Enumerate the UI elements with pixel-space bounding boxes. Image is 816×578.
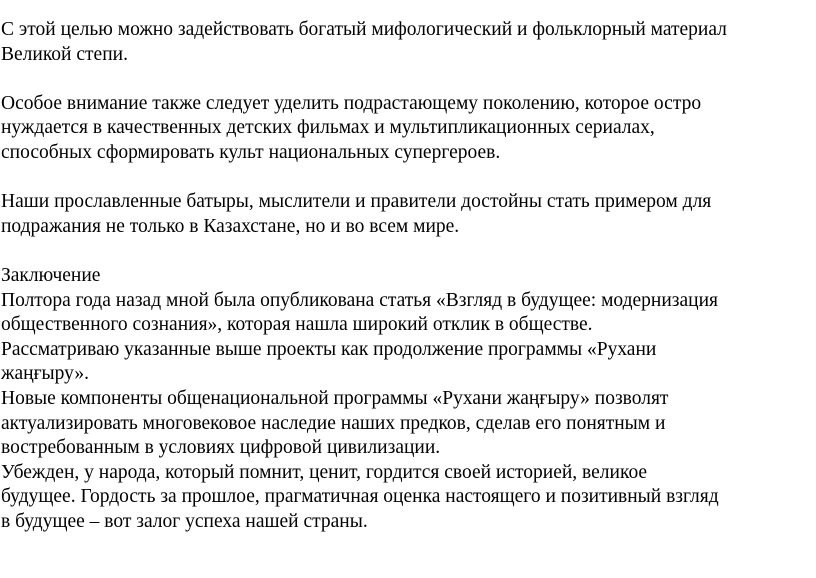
- paragraph-mythology: [1, 18, 816, 67]
- text-line: Полтора года назад мной была опубликована статья «Взгляд в будущее: модернизация: [1, 289, 718, 311]
- text-line: востребованным в условиях цифровой цивилизации.: [1, 437, 441, 459]
- text-line: нуждается в качественных детских фильмах и мультипликационных сериалах,: [1, 117, 655, 139]
- paragraph-spacer: [1, 239, 816, 264]
- paragraph-heroes: [1, 190, 816, 239]
- text-line: общественного сознания», которая нашла широкий отклик в обществе.: [1, 314, 593, 336]
- text-line: подражания не только в Казахстане, но и во всем мире.: [1, 215, 460, 237]
- text-line: Великой степи.: [1, 43, 128, 65]
- text-line: Особое внимание также следует уделить подрастающему поколению, которое остро: [1, 92, 702, 114]
- text-line: способных сформировать культ национальных супергероев.: [1, 141, 501, 163]
- conclusion-heading: Заключение: [1, 264, 101, 286]
- text-line: Убежден, у народа, который помнит, ценит, гордится своей историей, великое: [1, 461, 648, 483]
- document-body: [1, 18, 816, 534]
- text-line: Наши прославленные батыры, мыслители и правители достойны стать примером для: [1, 191, 712, 213]
- text-line: жаңғыру».: [1, 363, 90, 385]
- text-line: будущее. Гордость за прошлое, прагматичная оценка настоящего и позитивный взгляд: [1, 486, 719, 508]
- paragraph-spacer: [1, 67, 816, 92]
- text-line: С этой целью можно задействовать богатый мифологический и фольклорный материал: [1, 19, 727, 40]
- text-line: Рассматриваю указанные выше проекты как продолжение программы «Рухани: [1, 338, 657, 360]
- text-line: актуализировать многовековое наследие наших предков, сделав его понятным и: [1, 412, 666, 434]
- paragraph-younger-generation: [1, 92, 816, 166]
- text-line: в будущее – вот залог успеха нашей страны.: [1, 510, 368, 532]
- paragraph-spacer: [1, 166, 816, 191]
- conclusion-section: [1, 264, 816, 535]
- text-line: Новые компоненты общенациональной программы «Рухани жаңғыру» позволят: [1, 387, 669, 409]
